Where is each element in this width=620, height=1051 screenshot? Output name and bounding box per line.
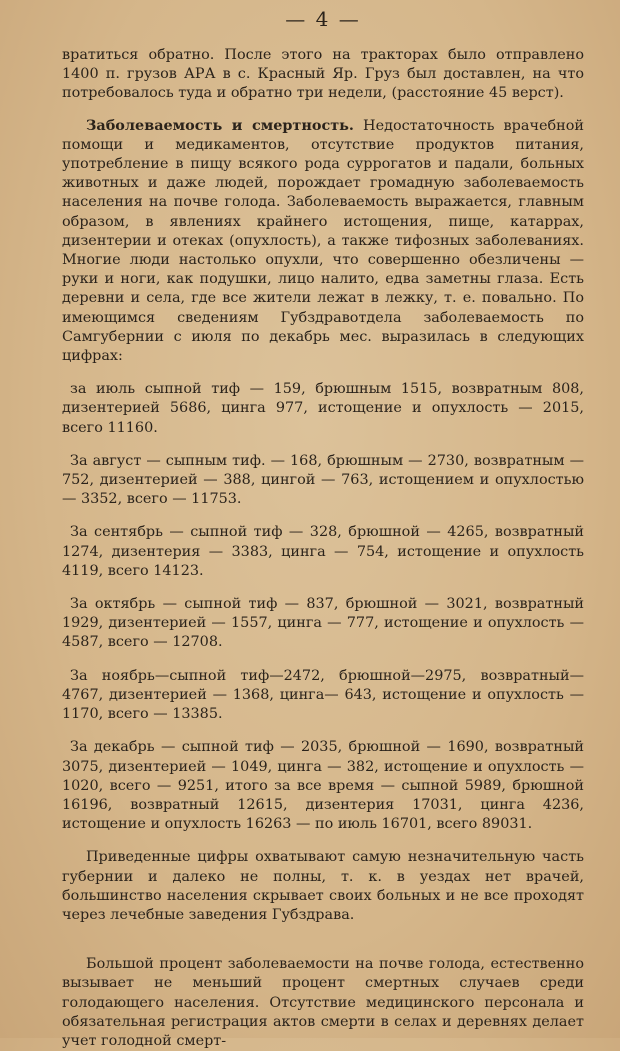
section-heading: Заболеваемость и смертность. [86, 116, 354, 134]
paragraph-continuation: вратиться обратно. После этого на тракторах было отправлено 1400 п. грузов АРА в с. Красный Яр. Груз был доставлен, на что потребовалось туда и обратно три недели, (расстояние 45 верст). [62, 47, 584, 102]
stats-november: За ноябрь—сыпной тиф—2472, брюшной—2975, возвратный—4767, дизентерией — 1368, цинга— 643, истощение и опухлость — 1170, всего — 13385. [62, 667, 584, 723]
stats-october: За октябрь — сыпной тиф — 837, брюшной — 3021, возвратный 1929, дизентерией — 1557, цинга — 777, истощение и опухлость — 4587, всего — 12708. [62, 596, 584, 651]
stats-september: За сентябрь — сыпной тиф — 328, брюшной — 4265, возвратный 1274, дизентерия — 3383, цинга — 754, истощение и опухлость 4119, всего 14123. [62, 524, 584, 579]
page-number: — 4 — [285, 7, 361, 31]
stats-august: За август — сыпным тиф. — 168, брюшным — 2730, возвратным — 752, дизентерией — 388, цингой — 763, истощением и опухлостью — 3352, всего — 11753. [62, 452, 584, 508]
stats-july: за июль сыпной тиф — 159, брюшным 1515, возвратным 808, дизентерией 5686, цинга 977, истощение и опухлость — 2015, всего 11160. [62, 381, 584, 436]
monthly-stats-list [62, 380, 584, 834]
paragraph-summary: Приведенные цифры охватывают самую незначительную часть губернии и далеко не полны, т. к. в уездах нет врачей, большинство населения скрывает своих больных и не все проходят через лечебные заведения Губздрава. [62, 849, 584, 923]
section-body: Недостаточность врачебной помощи и медикаментов, отсутствие продуктов питания, употребление в пищу всякого рода суррогатов и падали, больных животных и даже людей, порождает громадную заболеваемость населения на почве голода. Заболеваемость выражается, главным образом, в явлениях крайнего истощения, пище, катаррах, дизентерии и отеках (опухлость), а также тифозных заболеваниях. Многие люди настолько опухли, что совершенно обезличены — руки и ноги, как подушки, лицо налито, едва заметны глаза. Есть деревни и села, где все жители лежат в лежку, т. е. повально. По имеющимся сведениям Губздравотдела заболеваемость по Самгубернии с июля по декабрь мес. выразилась в следующих цифрах: [62, 117, 584, 365]
paragraph-final: Большой процент заболеваемости на почве голода, естественно вызывает не меньший процент смертных случаев среди голодающего населения. Отсутствие медицинского персонала и обязательная регистрация актов смерти в селах и деревнях делает учет голодной смерт- [62, 956, 584, 1049]
section-paragraph [62, 116, 584, 367]
stats-december: За декабрь — сыпной тиф — 2035, брюшной — 1690, возвратный 3075, дизентерией — 1049, цинга — 382, истощение и опухлость — 1020, всего — 9251, итого за все время — сыпной 5989, брюшной 16196, возвратный 12615, дизентерия 17031, цинга 4236, истощение и опухлость 16263 — по июль 16701, всего 89031. [62, 739, 584, 833]
